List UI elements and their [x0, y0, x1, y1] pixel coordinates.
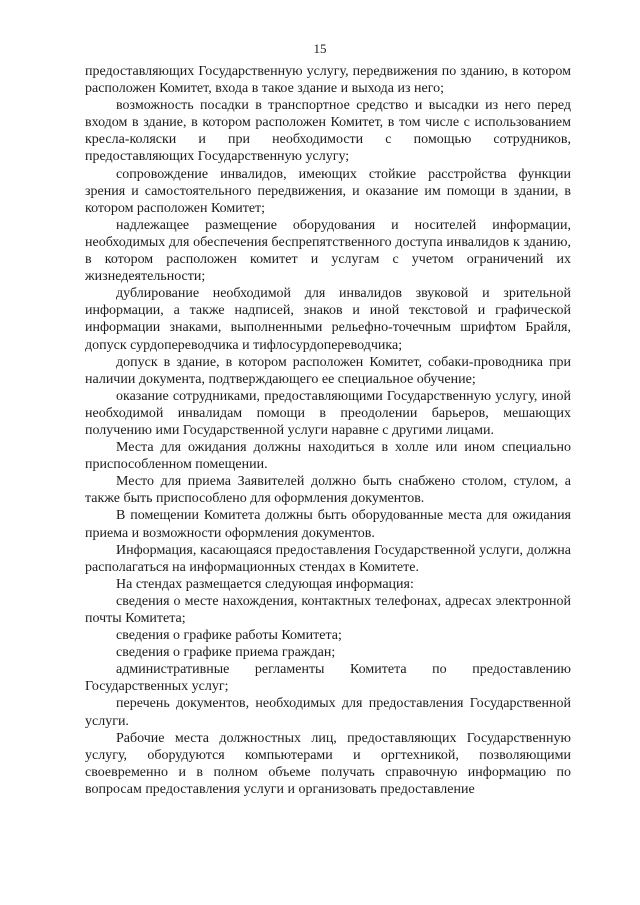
page-number: 15 — [313, 41, 327, 56]
paragraph: административные регламенты Комитета по предоставлению Государственных услуг; — [85, 662, 571, 695]
paragraph: допуск в здание, в котором расположен Комитет, собаки-проводника при наличии документа, подтверждающего ее специальное обучение; — [85, 354, 571, 387]
paragraph: Место для приема Заявителей должно быть снабжено столом, стулом, а также быть приспособлено для оформления документов. — [85, 474, 571, 507]
paragraph: перечень документов, необходимых для предоставления Государственной услуги. — [85, 696, 571, 729]
paragraph: надлежащее размещение оборудования и носителей информации, необходимых для обеспечения беспрепятственного доступа инвалидов к зданию, в котором расположен комитет и услугам с учетом ограничений их жизнедеятельности; — [85, 217, 571, 285]
paragraph: оказание сотрудниками, предоставляющими Государственную услугу, иной необходимой инвалидам помощи в преодолении барьеров, мешающих получению ими Государственной услуги наравне с другими лицами. — [85, 388, 571, 438]
paragraph: сведения о графике работы Комитета; — [116, 628, 342, 644]
paragraph: возможность посадки в транспортное средство и высадки из него перед входом в здание, в котором расположен Комитет, в том числе с использованием кресла-коляски и при необходимости с помощью сотрудников, предоставляющих Государственную услугу; — [85, 98, 571, 165]
paragraph: сведения о графике приема граждан; — [116, 645, 336, 661]
paragraph-continued: предоставляющих Государственную услугу, передвижения по зданию, в котором расположен Комитет, входа в такое здание и выхода из него; — [85, 64, 571, 97]
paragraph: Рабочие места должностных лиц, предоставляющих Государственную услугу, оборудуются компьютерами и оргтехникой, позволяющими своевременно и в полном объеме получать справочную информацию по вопросам предоставления услуги и организовать предоставление — [85, 730, 571, 797]
paragraph: Места для ожидания должны находиться в холле или ином специально приспособленном помещении. — [85, 440, 571, 473]
paragraph: Информация, касающаяся предоставления Государственной услуги, должна располагаться на информационных стендах в Комитете. — [85, 542, 571, 575]
paragraph: дублирование необходимой для инвалидов звуковой и зрительной информации, а также надписей, знаков и иной текстовой и графической информации знаками, выполненными рельефно-точечным шрифтом Брайля, допуск сурдопереводчика и тифлосурдопереводчика; — [85, 286, 571, 353]
paragraph: На стендах размещается следующая информация: — [116, 576, 414, 592]
paragraph: сопровождение инвалидов, имеющих стойкие расстройства функции зрения и самостоятельного передвижения, и оказание им помощи в здании, в котором расположен Комитет; — [85, 166, 571, 216]
paragraph: В помещении Комитета должны быть оборудованные места для ожидания приема и возможности оформления документов. — [85, 508, 571, 541]
paragraph: сведения о месте нахождения, контактных телефонах, адресах электронной почты Комитета; — [85, 593, 571, 626]
document-body — [85, 63, 571, 798]
